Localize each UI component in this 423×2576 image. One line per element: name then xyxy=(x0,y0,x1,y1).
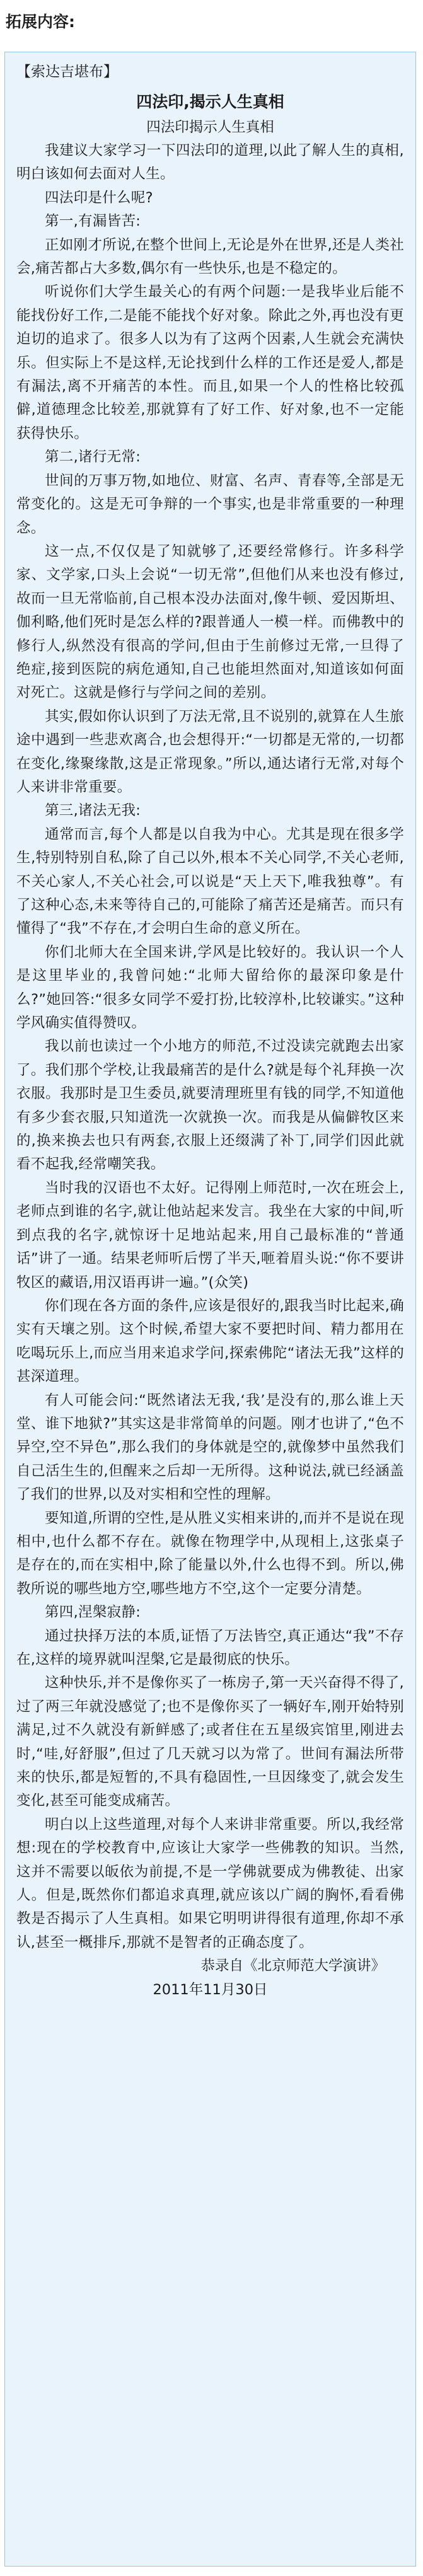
paragraph: 我以前也读过一个小地方的师范,不过没读完就跑去出家了。我们那个学校,让我最痛苦的是什么?就是每个礼拜换一次衣服。我那时是卫生委员,就要清理班里有钱的同学,不知道他有多少套衣服,只知道洗一次就换一次。而我是从偏僻牧区来的,换来换去也只有两套,衣服上还缀满了补丁,同学们因此就看不起我,经常嘲笑我。 xyxy=(16,1038,404,1173)
paragraph: 世间的万事万物,如地位、财富、名声、青春等,全部是无常变化的。这是无可争辩的一个事实,也是非常重要的一种理念。 xyxy=(16,472,404,536)
article-body xyxy=(16,139,404,1978)
paragraph: 明白以上这些道理,对每个人来讲非常重要。所以,我经常想:现在的学校教育中,应该让大家学一些佛教的知识。当然,这并不需要以皈依为前提,不是一学佛就要成为佛教徒、出家人。但是,既然你们都追求真理,就应该以广阔的胸怀,看看佛教是否揭示了人生真相。如果它明明讲得很有道理,你却不承认,甚至一概排斥,那就不是智者的正确态度了。 xyxy=(16,1816,404,1951)
paragraph: 有人可能会问:“既然诸法无我,‘我’是没有的,那么谁上天堂、谁下地狱?”其实这是非常简单的问题。刚才也讲了,“色不异空,空不异色”,那么我们的身体就是空的,就像梦中虽然我们自己活生生的,但醒来之后却一无所得。这种说法,就已经涵盖了我们的世界,以及对实相和空性的理解。 xyxy=(16,1392,404,1503)
article-subtitle: 四法印揭示人生真相 xyxy=(146,119,274,136)
paragraph: 你们北师大在全国来讲,学风是比较好的。我认识一个人是这里毕业的,我曾问她:“北师大留给你的最深印象是什么?”她回答:“很多女同学不爱打扮,比较淳朴,比较谦实。”这种学风确实值得赞叹。 xyxy=(16,944,404,1032)
section-heading: 拓展内容: xyxy=(6,13,75,31)
paragraph: 你们现在各方面的条件,应该是很好的,跟我当时比起来,确实有天壤之别。这个时候,希望大家不要把时间、精力都用在吃喝玩乐上,而应当用来追求学问,探索佛陀“诸法无我”这样的甚深道理。 xyxy=(16,1297,404,1385)
paragraph: 通常而言,每个人都是以自我为中心。尤其是现在很多学生,特别特别自私,除了自己以外,根本不关心同学,不关心老师,不关心家人,不关心社会,可以说是“天上天下,唯我独尊”。有了这种心态,未来等待自己的,可能除了痛苦还是痛苦。而只有懂得了“我”不存在,才会明白生命的意义所在。 xyxy=(16,826,404,937)
paragraph-heading: 第三,诸法无我: xyxy=(45,802,141,819)
author-tag: 【索达吉堪布】 xyxy=(16,64,118,80)
paragraph: 这种快乐,并不是像你买了一栋房子,第一天兴奋得不得了,过了两三年就没感觉了;也不是像你买了一辆好车,刚开始特别满足,过不久就没有新鲜感了;或者住在五星级宾馆里,刚进去时,“哇,好舒服”,但过了几天就习以为常了。世间有漏法所带来的快乐,都是短暂的,不具有稳固性,一旦因缘变了,就会发生变化,甚至可能变成痛苦。 xyxy=(16,1675,404,1810)
paragraph: 当时我的汉语也不太好。记得刚上师范时,一次在班会上,老师点到谁的名字,就让他站起来发言。我坐在大家的中间,听到点我的名字,就惊讶十足地站起来,用自己最标准的“普通话”讲了一通。结果老师听后愣了半天,咂着眉头说:“你不要讲牧区的藏语,用汉语再讲一遍。”(众笑) xyxy=(16,1179,404,1291)
paragraph-heading: 第四,涅槃寂静: xyxy=(45,1604,141,1621)
article-date: 2011年11月30日 xyxy=(153,1981,268,1998)
paragraph: 听说你们大学生最关心的有两个问题:一是我毕业后能不能找份好工作,二是能不能找个好对象。除此之外,再也没有更迫切的追求了。很多人以为有了这两个因素,人生就会充满快乐。但实际上不是这样,无论找到什么样的工作还是爱人,都是有漏法,离不开痛苦的本性。而且,如果一个人的性格比较孤僻,道德理念比较差,那就算有了好工作、好对象,也不一定能获得快乐。 xyxy=(16,284,404,442)
paragraph-heading: 第一,有漏皆苦: xyxy=(45,213,141,230)
page xyxy=(0,9,423,2576)
source-attribution: 恭录自《北京师范大学演讲》 xyxy=(200,1958,385,1975)
paragraph: 通过抉择万法的本质,证悟了万法皆空,真正通达“我”不存在,这样的境界就叫涅槃,它是最彻底的快乐。 xyxy=(16,1627,404,1668)
paragraph: 要知道,所谓的空性,是从胜义实相来讲的,而并不是说在现相中,也什么都不存在。就像在物理学中,从现相上,这张桌子是存在的,而在实相中,除了能量以外,什么也得不到。所以,佛教所说的哪些地方空,哪些地方不空,这个一定要分清楚。 xyxy=(16,1510,404,1597)
article-panel xyxy=(4,52,416,2567)
paragraph: 其实,假如你认识到了万法无常,且不说别的,就算在人生旅途中遇到一些悲欢离合,也会想得开:“一切都是无常的,一切都在变化,缘聚缘散,这是正常现象。”所以,通达诸行无常,对每个人来讲非常重要。 xyxy=(16,708,404,795)
paragraph: 正如刚才所说,在整个世间上,无论是外在世界,还是人类社会,痛苦都占大多数,偶尔有一些快乐,也是不稳定的。 xyxy=(16,236,404,277)
paragraph: 这一点,不仅仅是了知就够了,还要经常修行。许多科学家、文学家,口头上会说“一切无常”,但他们从来也没有修过,故而一旦无常临前,自己根本没办法面对,像牛顿、爱因斯坦、伽利略,他们死时是怎么样的?跟普通人一模一样。而佛教中的修行人,纵然没有很高的学问,但由于生前修过无常,一旦得了绝症,接到医院的病危通知,自己也能坦然面对,知道该如何面对死亡。这就是修行与学问之间的差别。 xyxy=(16,543,404,702)
paragraph: 我建议大家学习一下四法印的道理,以此了解人生的真相,明白该如何去面对人生。 xyxy=(16,142,404,183)
article-title: 四法印,揭示人生真相 xyxy=(136,93,284,111)
paragraph-heading: 第二,诸行无常: xyxy=(45,449,141,466)
paragraph: 四法印是什么呢? xyxy=(45,189,153,206)
